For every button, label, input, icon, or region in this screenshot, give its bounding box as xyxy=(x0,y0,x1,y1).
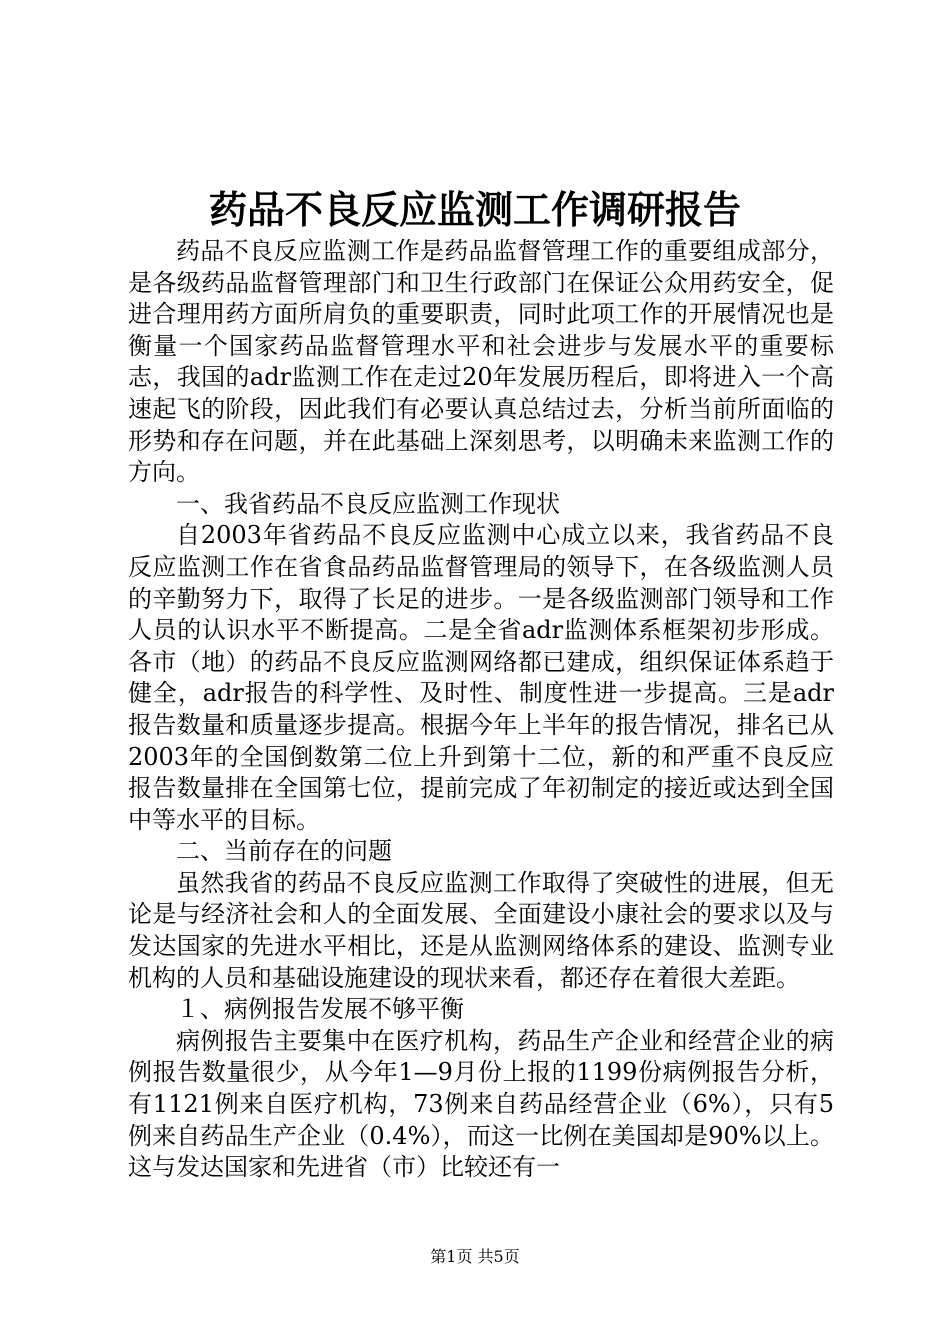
paragraph-status: 自2003年省药品不良反应监测中心成立以来，我省药品不良反应监测工作在省食品药品监督管理局的领导下，在各级监测人员的辛勤努力下，取得了长足的进步。一是各级监测部门领导和工作人员的认识水平不断提高。二是全省adr监测体系框架初步形成。各市（地）的药品不良反应监测网络都已建成，组织保证体系趋于健全，adr报告的科学性、及时性、制度性进一步提高。三是adr报告数量和质量逐步提高。根据今年上半年的报告情况，排名已从2003年的全国倒数第二位上升到第十二位，新的和严重不良反应报告数量排在全国第七位，提前完成了年初制定的接近或达到全国中等水平的目标。 xyxy=(128,521,834,834)
document-body xyxy=(128,236,834,1184)
section-heading-1: 一、我省药品不良反应监测工作现状 xyxy=(176,489,560,518)
subsection-heading-1: １、病例报告发展不够平衡 xyxy=(176,995,464,1024)
paragraph-problems: 虽然我省的药品不良反应监测工作取得了突破性的进展，但无论是与经济社会和人的全面发展、全面建设小康社会的要求以及与发达国家的先进水平相比，还是从监测网络体系的建设、监测专业机构的人员和基础设施建设的现状来看，都还存在着很大差距。 xyxy=(128,868,834,992)
section-heading-2: 二、当前存在的问题 xyxy=(176,837,392,866)
page-number-footer: 第1页 共5页 xyxy=(430,1247,520,1266)
paragraph-case-reports: 病例报告主要集中在医疗机构，药品生产企业和经营企业的病例报告数量很少，从今年1—9月份上报的1199份病例报告分析，有1121例来自医疗机构，73例来自药品经营企业（6%），只有5例来自药品生产企业（0.4%），而这一比例在美国却是90%以上。这与发达国家和先进省（市）比较还有一 xyxy=(128,1026,834,1182)
document-title: 药品不良反应监测工作调研报告 xyxy=(208,187,741,232)
paragraph-intro: 药品不良反应监测工作是药品监督管理工作的重要组成部分，是各级药品监督管理部门和卫生行政部门在保证公众用药安全，促进合理用药方面所肩负的重要职责，同时此项工作的开展情况也是衡量一个国家药品监督管理水平和社会进步与发展水平的重要标志，我国的adr监测工作在走过20年发展历程后，即将进入一个高速起飞的阶段，因此我们有必要认真总结过去，分析当前所面临的形势和存在问题，并在此基础上深刻思考，以明确未来监测工作的方向。 xyxy=(128,237,834,487)
